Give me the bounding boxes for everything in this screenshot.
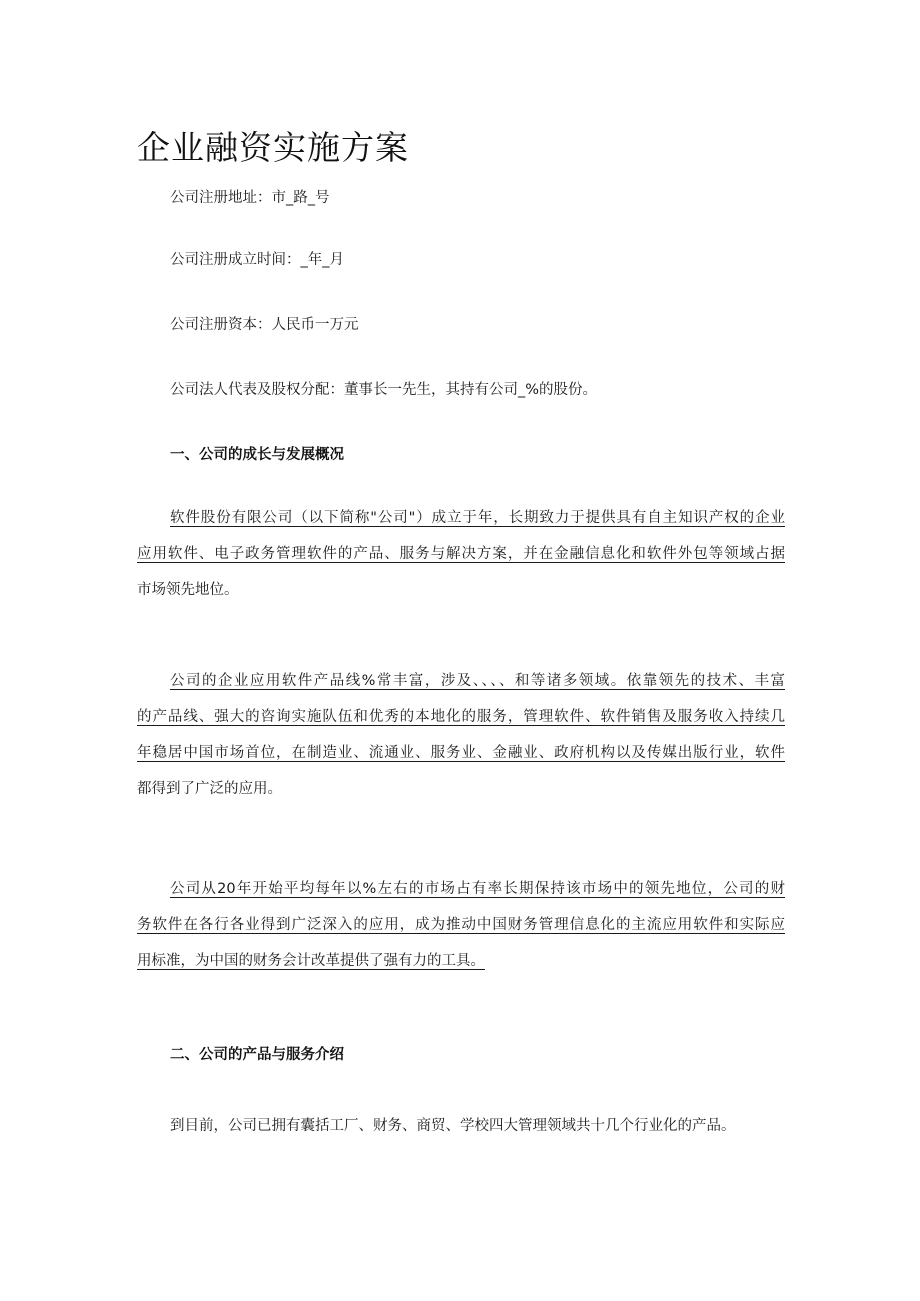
paragraph-line: 年稳居中国市场首位，在制造业、流通业、服务业、金融业、政府机构以及传媒出版行业，软件 <box>137 745 785 761</box>
section2-heading: 二、公司的产品与服务介绍 <box>170 1047 344 1063</box>
paragraph-line: 公司从20年开始平均每年以%左右的市场占有率长期保持该市场中的领先地位，公司的财 <box>170 881 785 897</box>
section1-paragraph-2 <box>137 670 785 814</box>
paragraph-line: 软件股份有限公司（以下简称"公司"）成立于年，长期致力于提供具有自主知识产权的企业 <box>170 510 785 526</box>
info-address: 公司注册地址：市_路_号 <box>170 190 330 206</box>
paragraph-line: 务软件在各行各业得到广泛深入的应用，成为推动中国财务管理信息化的主流应用软件和实际应 <box>137 917 785 933</box>
section1-paragraph-3 <box>137 878 785 986</box>
section1-heading: 一、公司的成长与发展概况 <box>170 447 344 463</box>
paragraph-line: 市场领先地位。 <box>137 582 239 598</box>
info-capital: 公司注册资本：人民币一万元 <box>170 317 359 333</box>
paragraph-line: 用标准，为中国的财务会计改革提供了强有力的工具。 <box>137 953 485 969</box>
info-legal-rep: 公司法人代表及股权分配：董事长一先生，其持有公司_%的股份。 <box>170 382 598 398</box>
document-title: 企业融资实施方案 <box>137 128 409 167</box>
section2-paragraph-1: 到目前，公司已拥有囊括工厂、财务、商贸、学校四大管理领域共十几个行业化的产品。 <box>170 1118 736 1134</box>
paragraph-line: 的产品线、强大的咨询实施队伍和优秀的本地化的服务，管理软件、软件销售及服务收入持续几 <box>137 709 785 725</box>
info-founded: 公司注册成立时间：_年_月 <box>170 252 344 268</box>
paragraph-line: 都得到了广泛的应用。 <box>137 781 282 797</box>
section1-paragraph-1 <box>137 507 785 615</box>
paragraph-line: 应用软件、电子政务管理软件的产品、服务与解决方案，并在金融信息化和软件外包等领域占据 <box>137 546 785 562</box>
paragraph-line: 公司的企业应用软件产品线%常丰富，涉及、、、、和等诸多领域。依靠领先的技术、丰富 <box>170 673 785 689</box>
